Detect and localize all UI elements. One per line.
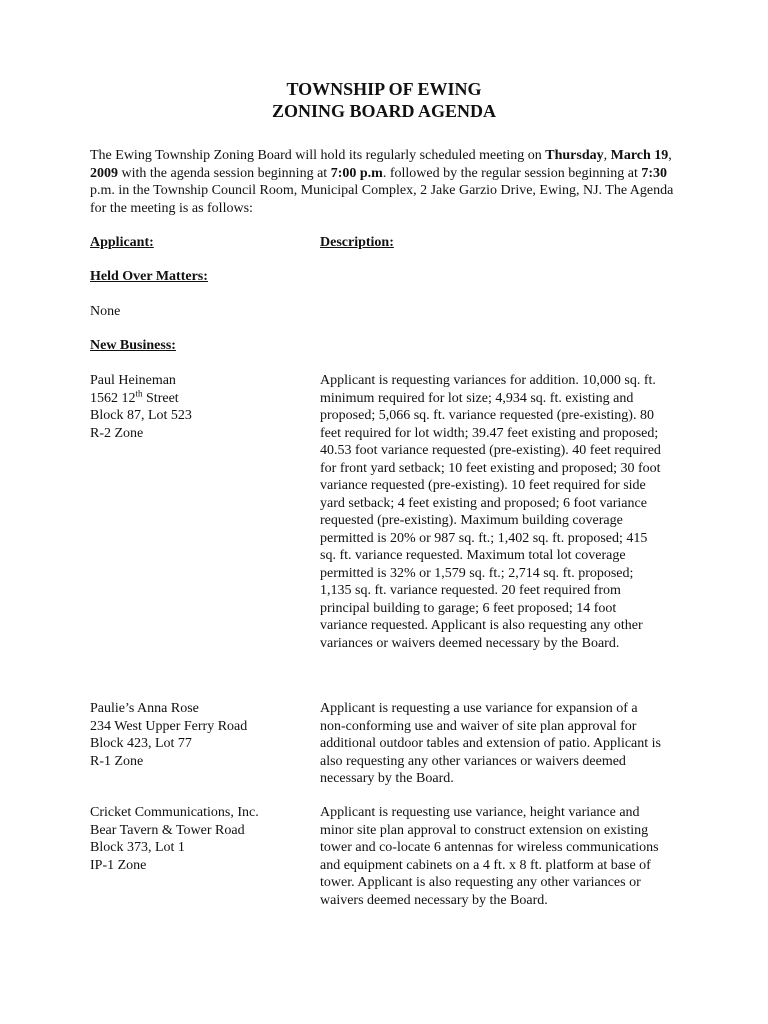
- applicant-name: Cricket Communications, Inc.: [90, 805, 259, 820]
- address-number: 1562 12: [90, 390, 136, 406]
- ordinal-suffix: th: [135, 387, 143, 398]
- applicant-zone: IP-1 Zone: [90, 857, 147, 873]
- description-header: Description:: [320, 235, 394, 250]
- applicant-block-lot: Block 373, Lot 1: [90, 840, 185, 855]
- applicant-name: Paulie’s Anna Rose: [90, 701, 199, 716]
- applicant-block: [90, 700, 310, 770]
- held-over-none: None: [90, 304, 121, 319]
- applicant-address: [90, 387, 310, 408]
- applicant-block: [90, 804, 310, 874]
- agenda-title: ZONING BOARD AGENDA: [271, 101, 497, 121]
- applicant-block: [90, 372, 310, 442]
- held-over-header: Held Over Matters:: [90, 269, 208, 284]
- intro-text: . followed by the regular session beginning at: [382, 165, 642, 181]
- address-street: Street: [142, 390, 179, 406]
- regular-session-time: 7:30: [641, 165, 668, 181]
- applicant-name: Paul Heineman: [90, 373, 176, 388]
- intro-paragraph: [90, 147, 680, 217]
- intro-text: ,: [668, 148, 672, 163]
- intro-text: with the agenda session beginning at: [118, 165, 331, 181]
- applicant-description: Applicant is requesting variances for addition. 10,000 sq. ft. minimum required for lot size; 4,934 sq. ft. existing and proposed; 5,066 sq. ft. variance requested (pre-existing). 80 feet required for lot width; 39.47 feet existing and proposed; 40.53 foot variance requested (pre-existing). 40 feet required for front yard setback; 10 feet existing and proposed; 30 foot variance requested (pre-existing). 10 feet required for side yard setback; 4 feet existing and proposed; 6 foot variance requested (pre-existing). Maximum building coverage permitted is 20% or 987 sq. ft.; 1,402 sq. ft. proposed; 415 sq. ft. variance requested. Maximum total lot coverage permitted is 32% or 1,579 sq. ft.; 2,714 sq. ft. proposed; 1,135 sq. ft. variance requested. 20 feet required from principal building to garage; 6 feet proposed; 14 foot variance requested. Applicant is also requesting any other variances or waivers deemed necessary by the Board.: [320, 373, 661, 651]
- applicant-address: 234 West Upper Ferry Road: [90, 718, 248, 734]
- applicant-block-lot: Block 423, Lot 77: [90, 736, 192, 751]
- township-title: TOWNSHIP OF EWING: [286, 79, 482, 99]
- intro-text: The Ewing Township Zoning Board will hold its regularly scheduled meeting on: [90, 148, 546, 163]
- agenda-session-time: 7:00 p.m: [330, 165, 383, 181]
- meeting-day: Thursday: [545, 148, 604, 163]
- applicant-block-lot: Block 87, Lot 523: [90, 408, 192, 423]
- meeting-year: 2009: [90, 165, 118, 181]
- intro-text: ,: [603, 148, 611, 163]
- intro-text: p.m. in the Township Council Room, Municipal Complex, 2 Jake Garzio Drive, Ewing, NJ. The Agenda for the meeting is as follows:: [90, 183, 674, 216]
- meeting-date: March 19: [610, 148, 669, 163]
- applicant-header: Applicant:: [90, 235, 154, 250]
- applicant-address: Bear Tavern & Tower Road: [90, 822, 245, 838]
- applicant-zone: R-2 Zone: [90, 425, 144, 441]
- new-business-header: New Business:: [90, 338, 176, 353]
- applicant-description: Applicant is requesting a use variance for expansion of a non-conforming use and waiver of site plan approval for additional outdoor tables and extension of patio. Applicant is also requesting any other variances or waivers deemed necessary by the Board.: [320, 701, 661, 786]
- applicant-description: Applicant is requesting use variance, height variance and minor site plan approval to construct extension on existing tower and co-locate 6 antennas for wireless communications and equipment cabinets on a 4 ft. x 8 ft. platform at base of tower. Applicant is also requesting any other variances or waivers deemed necessary by the Board.: [320, 805, 659, 908]
- applicant-zone: R-1 Zone: [90, 753, 144, 769]
